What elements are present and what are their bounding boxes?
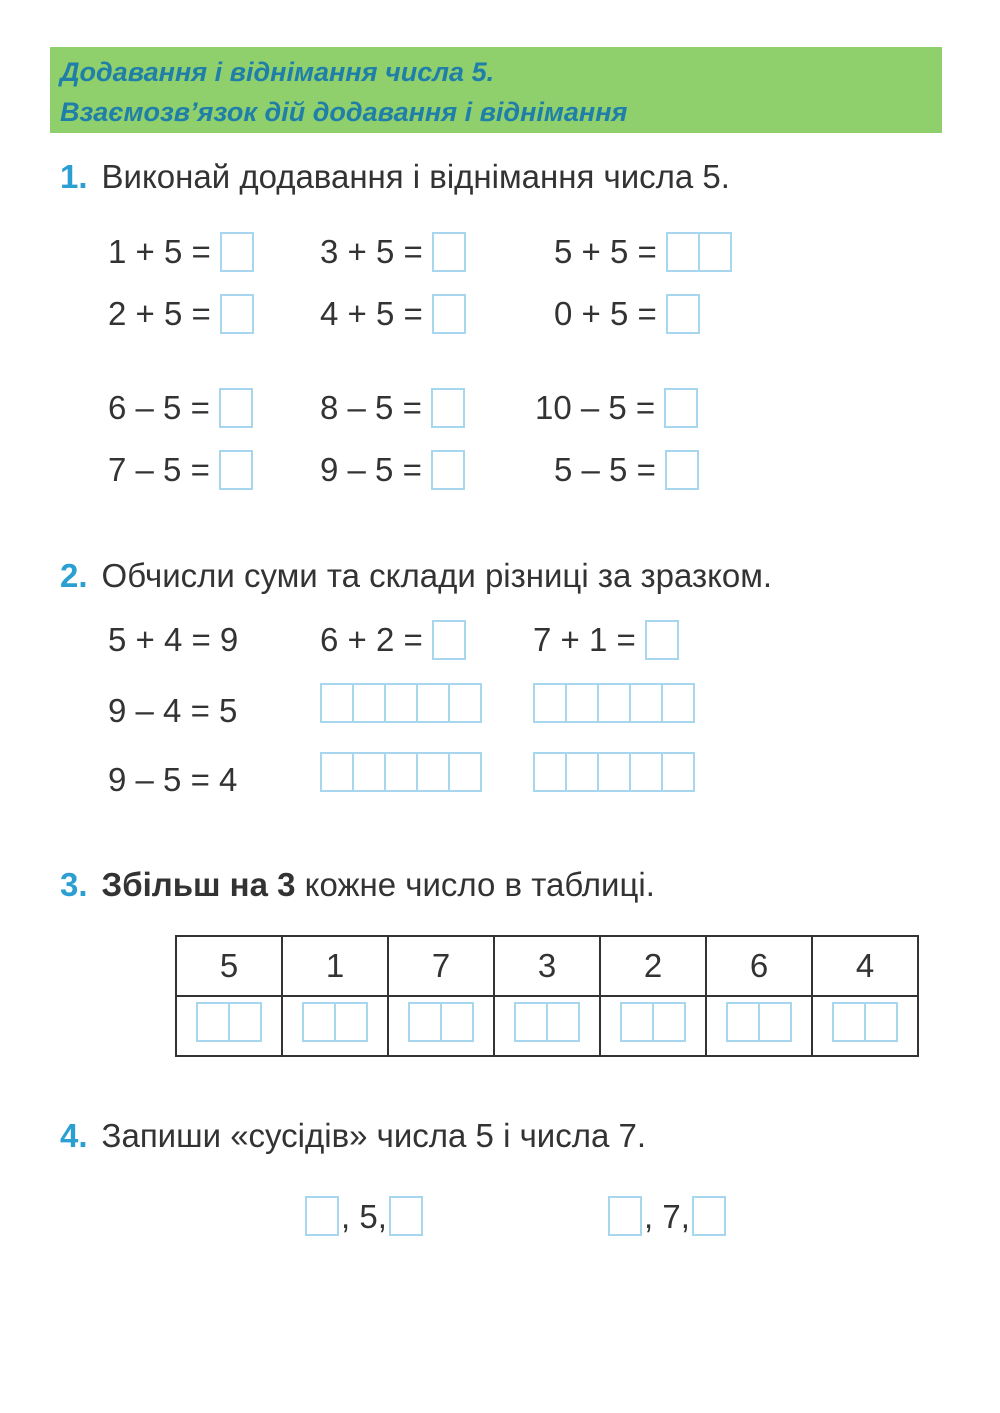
answer-box[interactable] xyxy=(219,450,253,490)
answer-cell xyxy=(494,996,600,1056)
header-subtitle: Взаємозв’язок дій додавання і віднімання xyxy=(60,97,628,127)
answer-box[interactable] xyxy=(645,620,679,660)
header-title: Додавання і віднімання числа 5. xyxy=(60,57,495,87)
neighbors-number: , 7, xyxy=(644,1198,690,1235)
equation: 4 + 5 = xyxy=(320,292,466,336)
difference-boxes xyxy=(320,683,482,723)
task-text: кожне число в таблиці. xyxy=(295,866,655,903)
table-cell: 7 xyxy=(388,936,494,996)
equation: 10 – 5 = xyxy=(535,386,698,430)
equation: 6 – 5 = xyxy=(108,386,253,430)
answer-box[interactable] xyxy=(432,232,466,272)
answer-box[interactable] xyxy=(698,232,732,272)
answer-box[interactable] xyxy=(220,232,254,272)
difference-boxes xyxy=(533,752,695,792)
equation: 7 + 1 = xyxy=(533,618,679,662)
equation: 7 – 5 = xyxy=(108,448,253,492)
task-text: Запиши «сусідів» числа 5 і числа 7. xyxy=(101,1117,646,1154)
section-header xyxy=(50,47,942,133)
answer-box[interactable] xyxy=(431,450,465,490)
equation: 9 – 5 = xyxy=(320,448,465,492)
table-cell: 5 xyxy=(176,936,282,996)
answer-box[interactable] xyxy=(664,388,698,428)
equation: 8 – 5 = xyxy=(320,386,465,430)
answer-box[interactable] xyxy=(389,1196,423,1236)
table-cell: 2 xyxy=(600,936,706,996)
answer-box[interactable] xyxy=(666,232,700,272)
difference-boxes xyxy=(320,752,482,792)
sample-equation: 9 – 4 = 5 xyxy=(108,692,238,729)
task-text: Обчисли суми та склади різниці за зразком. xyxy=(101,557,773,594)
answer-cell xyxy=(812,996,918,1056)
task-number: 2. xyxy=(60,557,88,594)
answer-box[interactable] xyxy=(219,388,253,428)
sample-equation: 9 – 5 = 4 xyxy=(108,761,238,798)
answer-cell xyxy=(388,996,494,1056)
table-row xyxy=(176,996,918,1056)
answer-cell xyxy=(600,996,706,1056)
answer-box[interactable] xyxy=(431,388,465,428)
answer-box[interactable] xyxy=(432,294,466,334)
equation: 2 + 5 = xyxy=(108,292,254,336)
sample-equation: 5 + 4 = 9 xyxy=(108,621,239,658)
answer-cell xyxy=(706,996,812,1056)
difference-boxes xyxy=(533,683,695,723)
equation: 6 + 2 = xyxy=(320,618,466,662)
answer-box[interactable] xyxy=(666,294,700,334)
equation: 5 – 5 = xyxy=(554,448,699,492)
neighbors-of-5 xyxy=(303,1192,425,1236)
task-3-heading xyxy=(60,866,655,904)
answer-box[interactable] xyxy=(608,1196,642,1236)
task-2-heading xyxy=(60,557,772,595)
equation: 1 + 5 = xyxy=(108,230,254,274)
table-cell: 3 xyxy=(494,936,600,996)
task-number: 3. xyxy=(60,866,88,903)
answer-cell xyxy=(282,996,388,1056)
task-text: Виконай додавання і віднімання числа 5. xyxy=(101,158,730,195)
answer-box[interactable] xyxy=(692,1196,726,1236)
task-4-heading xyxy=(60,1117,646,1155)
table-cell: 1 xyxy=(282,936,388,996)
task-number: 1. xyxy=(60,158,88,195)
task-1-heading xyxy=(60,158,730,196)
answer-box[interactable] xyxy=(305,1196,339,1236)
table-cell: 6 xyxy=(706,936,812,996)
table-cell: 4 xyxy=(812,936,918,996)
number-table xyxy=(175,935,919,1057)
answer-box[interactable] xyxy=(432,620,466,660)
table-row xyxy=(176,936,918,996)
equation: 3 + 5 = xyxy=(320,230,466,274)
answer-box[interactable] xyxy=(665,450,699,490)
equation: 0 + 5 = xyxy=(554,292,700,336)
task-bold-text: Збільш на 3 xyxy=(101,866,296,903)
equation: 5 + 5 = xyxy=(554,230,732,274)
neighbors-number: , 5, xyxy=(341,1198,387,1235)
answer-cell xyxy=(176,996,282,1056)
task-number: 4. xyxy=(60,1117,88,1154)
answer-box[interactable] xyxy=(220,294,254,334)
neighbors-of-7 xyxy=(606,1192,728,1236)
